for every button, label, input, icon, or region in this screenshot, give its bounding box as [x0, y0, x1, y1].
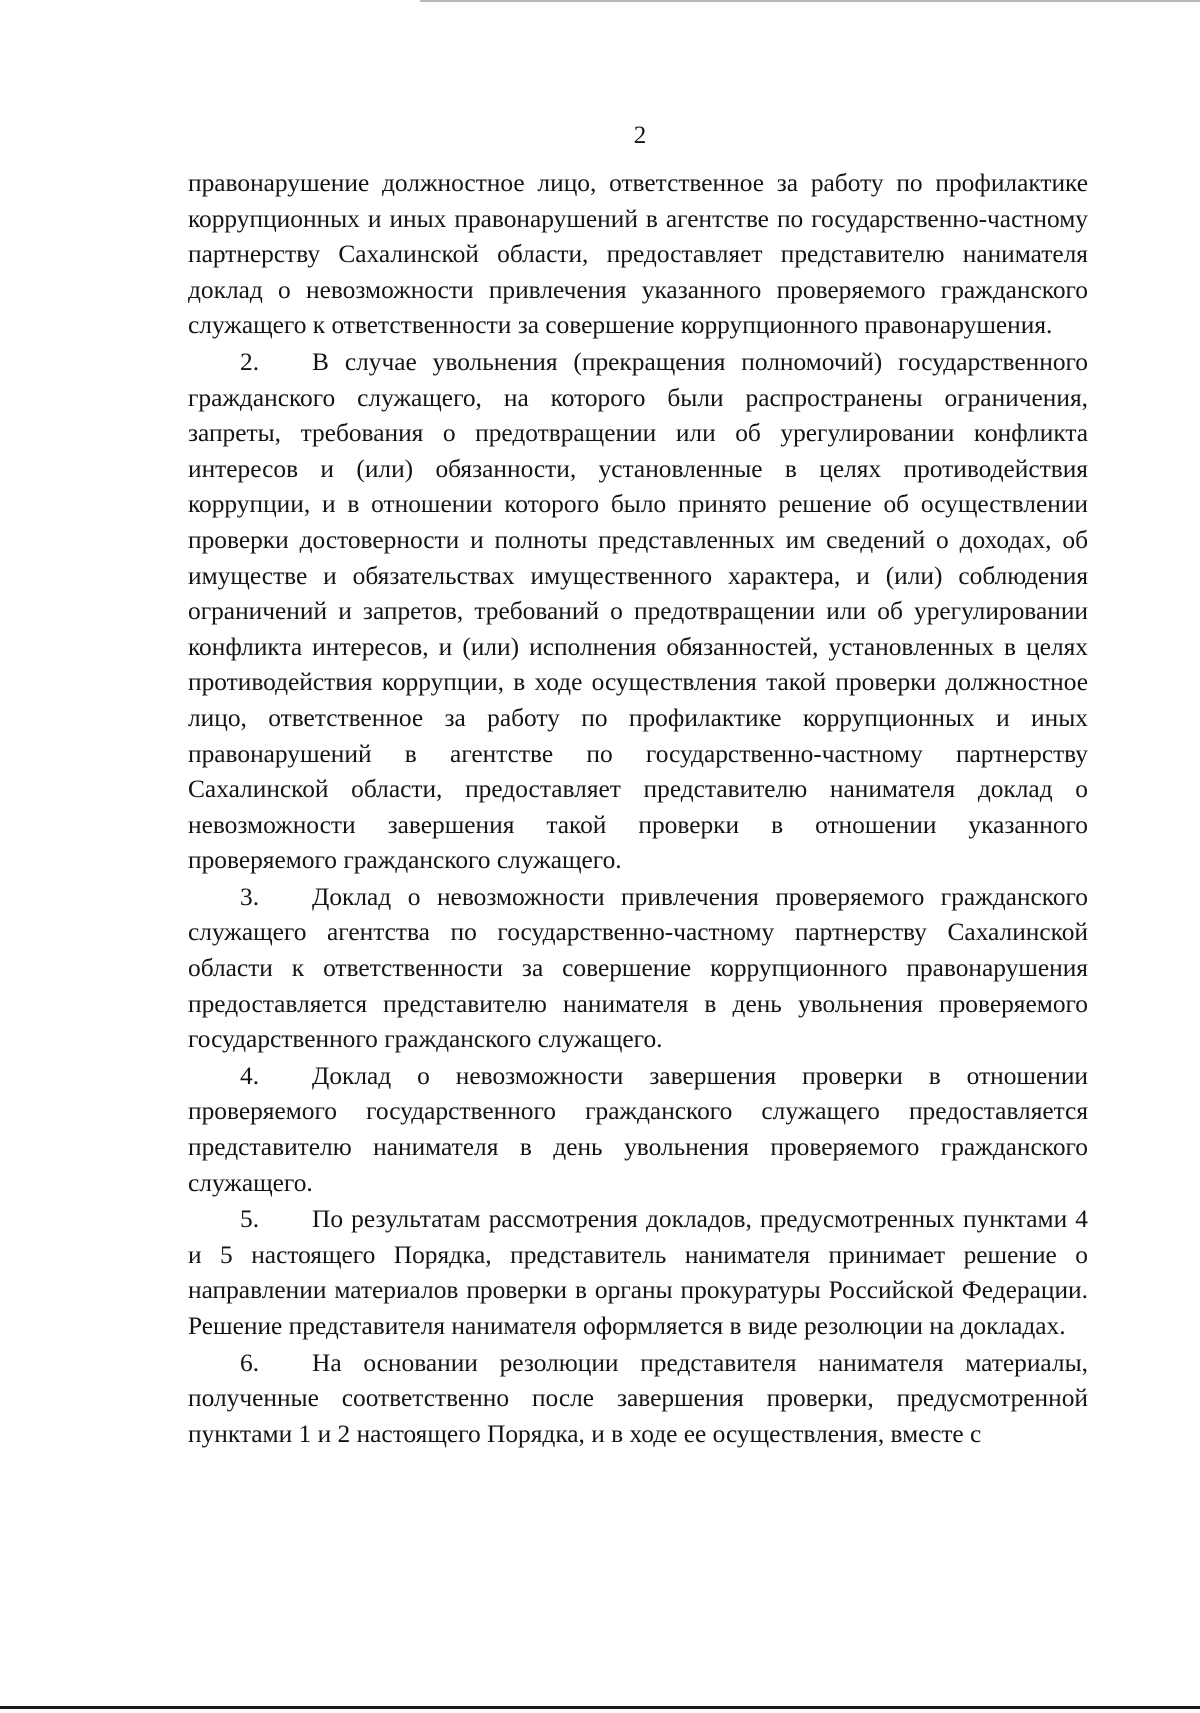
paragraph-item-4 [188, 1059, 1088, 1201]
item-text: Доклад о невозможности привлечения проверяемого гражданского служащего агентства по государственно-частному партнерству Сахалинской области к ответственности за совершение коррупционного правонарушения предоставляется представителю нанимателя в день увольнения проверяемого государственного гражданского служащего. [188, 882, 1088, 1054]
item-number: 6. [240, 1348, 260, 1377]
item-number: 3. [240, 882, 260, 911]
scan-edge-top [420, 0, 1200, 2]
paragraph-item-3 [188, 880, 1088, 1058]
item-number: 2. [240, 347, 260, 376]
item-text: Доклад о невозможности завершения проверки в отношении проверяемого государственного гражданского служащего предоставляется представителю нанимателя в день увольнения проверяемого гражданского служащего. [188, 1061, 1088, 1197]
item-text: На основании резолюции представителя нанимателя материалы, полученные соответственно после завершения проверки, предусмотренной пунктами 1 и 2 настоящего Порядка, и в ходе ее осуществления, вместе с [188, 1348, 1088, 1448]
paragraph-item-5 [188, 1202, 1088, 1344]
item-text: В случае увольнения (прекращения полномочий) государственного гражданского служащего, на которого были распространены ограничения, запреты, требования о предотвращении или об урегулировании конфликта интересов и (или) обязанности, установленные в целях противодействия коррупции, и в отношении которого было принято решение об осуществлении проверки достоверности и полноты представленных им сведений о доходах, об имуществе и обязательствах имущественного характера, и (или) соблюдения ограничений и запретов, требований о предотвращении или об урегулировании конфликта интересов, и (или) исполнения обязанностей, установленных в целях противодействия коррупции, в ходе осуществления такой проверки должностное лицо, ответственное за работу по профилактике коррупционных и иных правонарушений в агентстве по государственно-частному партнерству Сахалинской области, предоставляет представителю нанимателя доклад о невозможности завершения такой проверки в отношении указанного проверяемого гражданского служащего. [188, 347, 1088, 875]
scan-edge-bottom [0, 1706, 1200, 1709]
intro-paragraph: правонарушение должностное лицо, ответственное за работу по профилактике коррупционных и иных правонарушений в агентстве по государственно-частному партнерству Сахалинской области, предоставляет представителю нанимателя доклад о невозможности привлечения указанного проверяемого гражданского служащего к ответственности за совершение коррупционного правонарушения. [188, 169, 1088, 340]
document-body [188, 166, 1088, 1452]
paragraph-item-2 [188, 345, 1088, 879]
paragraph-item-6 [188, 1346, 1088, 1453]
item-number: 5. [240, 1205, 260, 1234]
item-text: По результатам рассмотрения докладов, предусмотренных пунктами 4 и 5 настоящего Порядка, представитель нанимателя принимает решение о направлении материалов проверки в органы прокуратуры Российской Федерации. Решение представителя нанимателя оформляется в виде резолюции на докладах. [188, 1205, 1088, 1340]
page-number: 2 [633, 122, 647, 149]
item-number: 4. [240, 1061, 260, 1090]
